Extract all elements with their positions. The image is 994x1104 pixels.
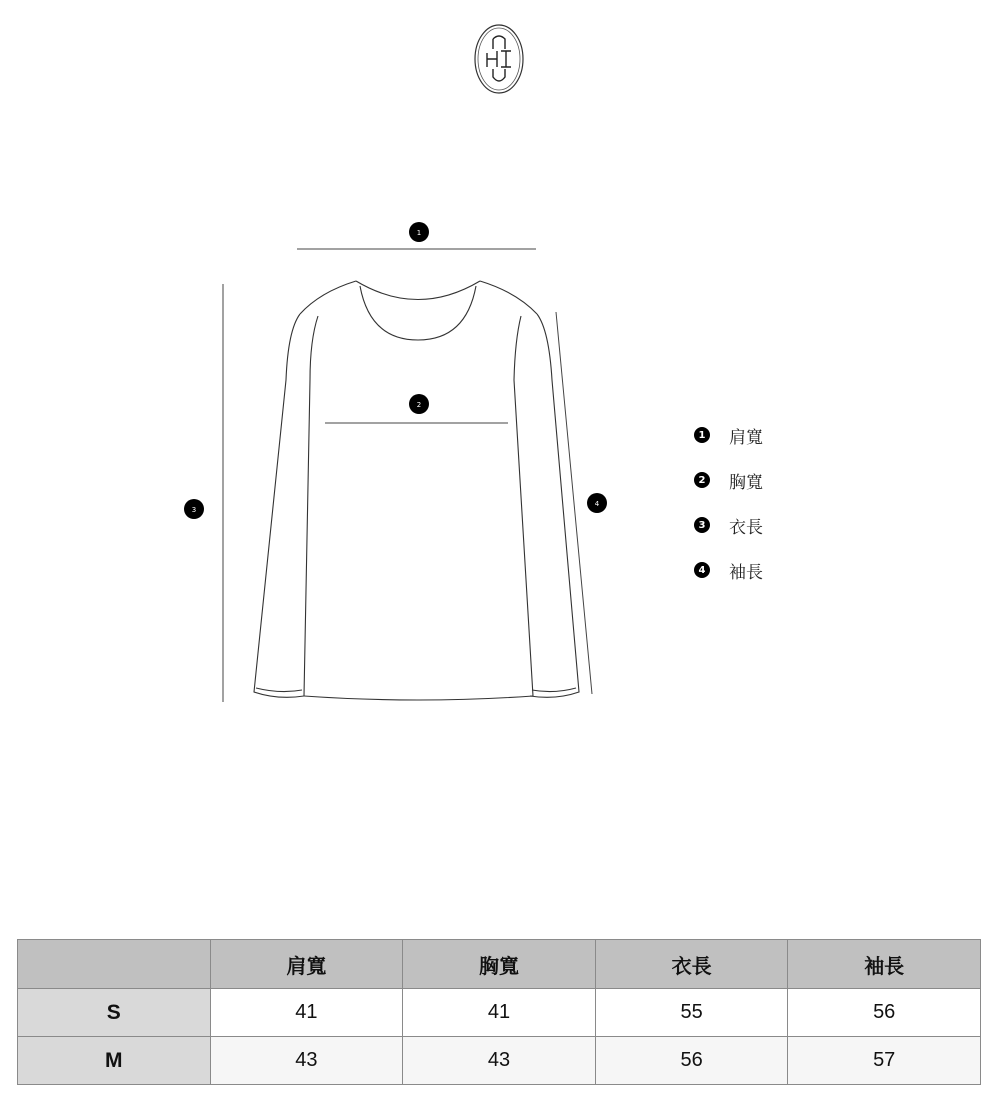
size-label: S	[18, 989, 211, 1037]
table-row	[18, 989, 981, 1037]
table-cell: 43	[210, 1037, 403, 1085]
table-header-chest: 胸寬	[403, 940, 596, 989]
measurement-legend	[694, 424, 854, 604]
table-cell: 56	[788, 989, 981, 1037]
table-cell: 41	[210, 989, 403, 1037]
long-sleeve-shirt-outline	[254, 281, 579, 700]
legend-label: 衣長	[729, 517, 763, 538]
svg-text:4: 4	[594, 500, 600, 508]
legend-item-sleeve	[694, 559, 854, 581]
legend-item-chest	[694, 469, 854, 491]
svg-text:1: 1	[416, 229, 422, 237]
table-cell: 57	[788, 1037, 981, 1085]
table-header-row	[18, 940, 981, 989]
table-row	[18, 1037, 981, 1085]
legend-number-badge: 4	[694, 562, 710, 578]
table-cell: 55	[595, 989, 788, 1037]
svg-text:3: 3	[191, 506, 197, 514]
marker-2	[409, 394, 429, 414]
legend-number-badge: 1	[694, 427, 710, 443]
table-header-shoulder: 肩寬	[210, 940, 403, 989]
marker-1	[409, 222, 429, 242]
table-header-corner	[18, 940, 211, 989]
table-cell: 56	[595, 1037, 788, 1085]
table-header-length: 衣長	[595, 940, 788, 989]
legend-label: 袖長	[729, 562, 763, 583]
size-label: M	[18, 1037, 211, 1085]
svg-text:2: 2	[416, 401, 422, 409]
legend-label: 胸寬	[729, 472, 763, 493]
size-chart-table	[17, 939, 981, 1085]
table-cell: 43	[403, 1037, 596, 1085]
legend-item-shoulder	[694, 424, 854, 446]
legend-item-length	[694, 514, 854, 536]
legend-number-badge: 3	[694, 517, 710, 533]
table-header-sleeve: 袖長	[788, 940, 981, 989]
marker-4	[587, 493, 607, 513]
table-cell: 41	[403, 989, 596, 1037]
legend-label: 肩寬	[729, 427, 763, 448]
marker-3	[184, 499, 204, 519]
legend-number-badge: 2	[694, 472, 710, 488]
